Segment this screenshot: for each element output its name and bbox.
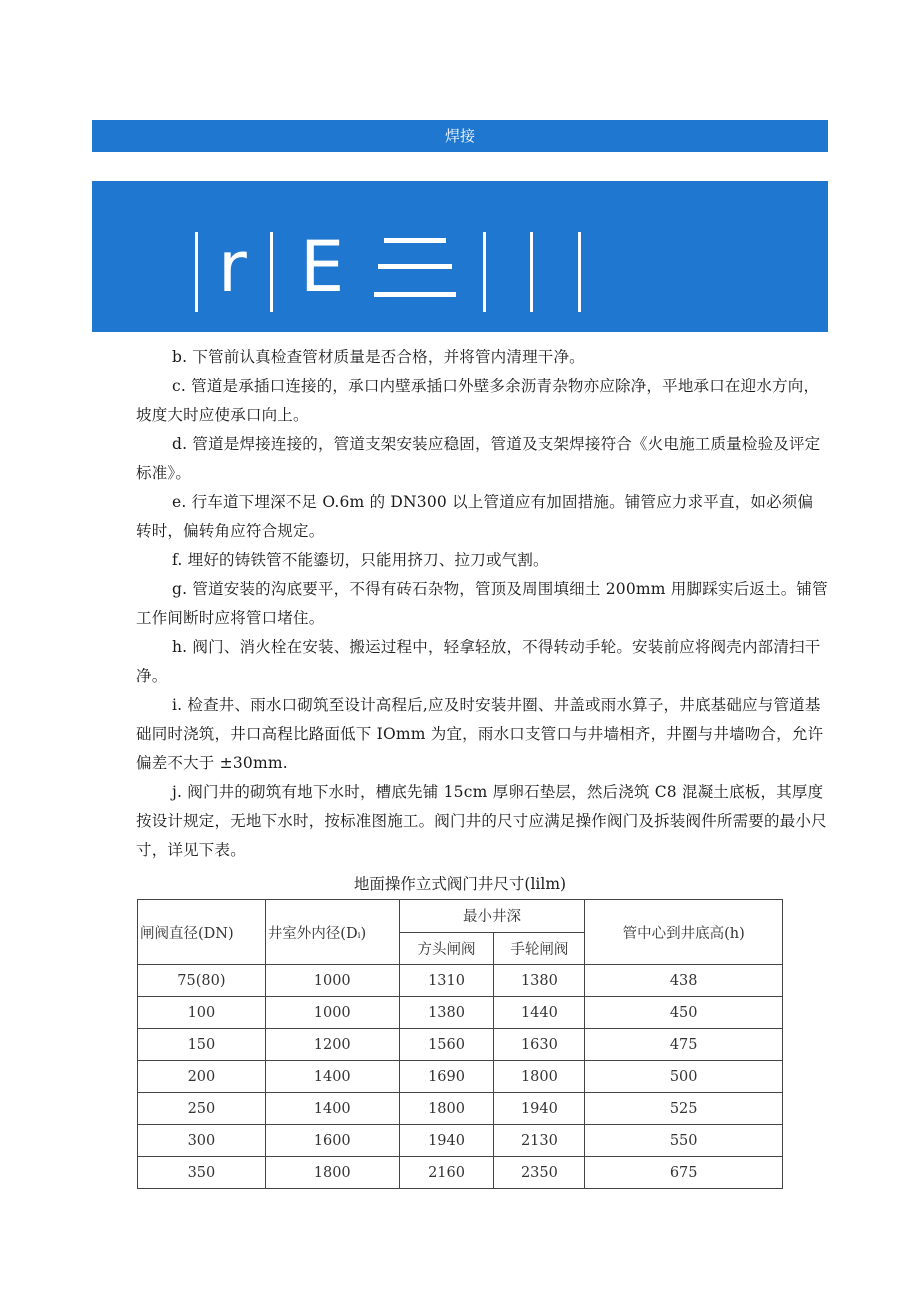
section-title-banner [92, 120, 828, 152]
glyph-bar [578, 232, 581, 312]
cell-dn: 100 [138, 997, 266, 1029]
cell-dn: 250 [138, 1093, 266, 1125]
cell-wheel-valve-depth: 1800 [494, 1061, 585, 1093]
section-title: 焊接 [444, 127, 475, 145]
cell-inner-diameter: 1000 [265, 997, 399, 1029]
cell-square-valve-depth: 1800 [399, 1093, 494, 1125]
table-header-row [138, 900, 783, 933]
cell-square-valve-depth: 1940 [399, 1125, 494, 1157]
cell-inner-diameter: 1200 [265, 1029, 399, 1061]
glyph-dash [374, 292, 456, 297]
glyph-bar [195, 232, 198, 312]
cell-center-height: 500 [585, 1061, 783, 1093]
header-center-height: 管中心到井底高(h) [585, 900, 783, 965]
cell-dn: 150 [138, 1029, 266, 1061]
decorative-glyph-banner [92, 181, 828, 332]
paragraph-d: d. 管道是焊接连接的，管道支架安装应稳固，管道及支架焊接符合《火电施工质量检验及评定标准》。 [136, 435, 821, 482]
header-inner-diameter: 井室外内径(Dᵢ) [265, 900, 399, 965]
paragraph-f: f. 埋好的铸铁管不能鎏切，只能用挤刀、拉刀或气割。 [172, 551, 549, 569]
cell-inner-diameter: 1400 [265, 1093, 399, 1125]
cell-dn: 300 [138, 1125, 266, 1157]
header-square-valve: 方头闸阀 [399, 932, 494, 965]
table-row [138, 1093, 783, 1125]
paragraph-i: i. 检查井、雨水口砌筑至设计高程后,应及时安装井圈、井盖或雨水算子，井底基础应与管道基础同时浇筑，井口高程比路面低下 IOmm 为宜，雨水口支管口与井墙相齐，井圈与井墙吻合，允许偏差不大于 ±30mm. [136, 696, 824, 772]
cell-center-height: 675 [585, 1157, 783, 1189]
cell-inner-diameter: 1600 [265, 1125, 399, 1157]
cell-square-valve-depth: 1560 [399, 1029, 494, 1061]
glyph-bar [483, 232, 486, 312]
table-body [138, 965, 783, 1189]
glyph-dash [384, 238, 446, 243]
paragraph-g: g. 管道安装的沟底要平，不得有砖石杂物，管顶及周围填细土 200mm 用脚踩实后返土。铺管工作间断时应将管口堵住。 [136, 580, 828, 627]
table-row [138, 1157, 783, 1189]
glyph-bar [270, 232, 273, 312]
cell-wheel-valve-depth: 2350 [494, 1157, 585, 1189]
header-min-depth: 最小井深 [399, 900, 585, 933]
cell-inner-diameter: 1400 [265, 1061, 399, 1093]
cell-inner-diameter: 1800 [265, 1157, 399, 1189]
table-row [138, 1029, 783, 1061]
cell-inner-diameter: 1000 [265, 965, 399, 997]
cell-dn: 200 [138, 1061, 266, 1093]
paragraph-j: j. 阀门井的砌筑有地下水时，槽底先铺 15cm 厚卵石垫层，然后浇筑 C8 混凝土底板，其厚度按设计规定，无地下水时，按标准图施工。阀门井的尺寸应满足操作阀门及拆装阀件所需要的最小尺寸，详见下表。 [136, 783, 827, 859]
cell-wheel-valve-depth: 1630 [494, 1029, 585, 1061]
paragraph-h: h. 阀门、消火栓在安装、搬运过程中，轻拿轻放，不得转动手轮。安装前应将阀壳内部清扫干净。 [136, 638, 821, 685]
glyph-letter-e: E [300, 226, 345, 308]
cell-wheel-valve-depth: 1440 [494, 997, 585, 1029]
cell-wheel-valve-depth: 1380 [494, 965, 585, 997]
cell-square-valve-depth: 1690 [399, 1061, 494, 1093]
paragraph-e: e. 行车道下埋深不足 O.6m 的 DN300 以上管道应有加固措施。铺管应力求平直，如必须偏转时，偏转角应符合规定。 [136, 493, 814, 540]
paragraph-b: b. 下管前认真检查管材质量是否合格，并将管内清理干净。 [172, 348, 585, 366]
cell-dn: 350 [138, 1157, 266, 1189]
cell-wheel-valve-depth: 1940 [494, 1093, 585, 1125]
table-row [138, 965, 783, 997]
cell-dn: 75(80) [138, 965, 266, 997]
cell-square-valve-depth: 2160 [399, 1157, 494, 1189]
table-row [138, 1061, 783, 1093]
cell-wheel-valve-depth: 2130 [494, 1125, 585, 1157]
table-row [138, 1125, 783, 1157]
cell-center-height: 525 [585, 1093, 783, 1125]
header-dn: 闸阀直径(DN) [138, 900, 266, 965]
cell-square-valve-depth: 1380 [399, 997, 494, 1029]
table-caption: 地面操作立式阀门井尺寸(lilm) [353, 875, 567, 893]
valve-well-size-table [137, 899, 783, 1189]
cell-center-height: 450 [585, 997, 783, 1029]
table-row [138, 997, 783, 1029]
header-wheel-valve: 手轮闸阀 [494, 932, 585, 965]
cell-center-height: 475 [585, 1029, 783, 1061]
paragraph-c: c. 管道是承插口连接的，承口内壁承插口外壁多余沥青杂物亦应除净，平地承口在迎水方向，坡度大时应使承口向上。 [136, 377, 820, 424]
glyph-dash [378, 264, 452, 269]
cell-center-height: 438 [585, 965, 783, 997]
glyph-bar [530, 232, 533, 312]
cell-square-valve-depth: 1310 [399, 965, 494, 997]
glyph-letter-r: r [218, 226, 247, 308]
cell-center-height: 550 [585, 1125, 783, 1157]
